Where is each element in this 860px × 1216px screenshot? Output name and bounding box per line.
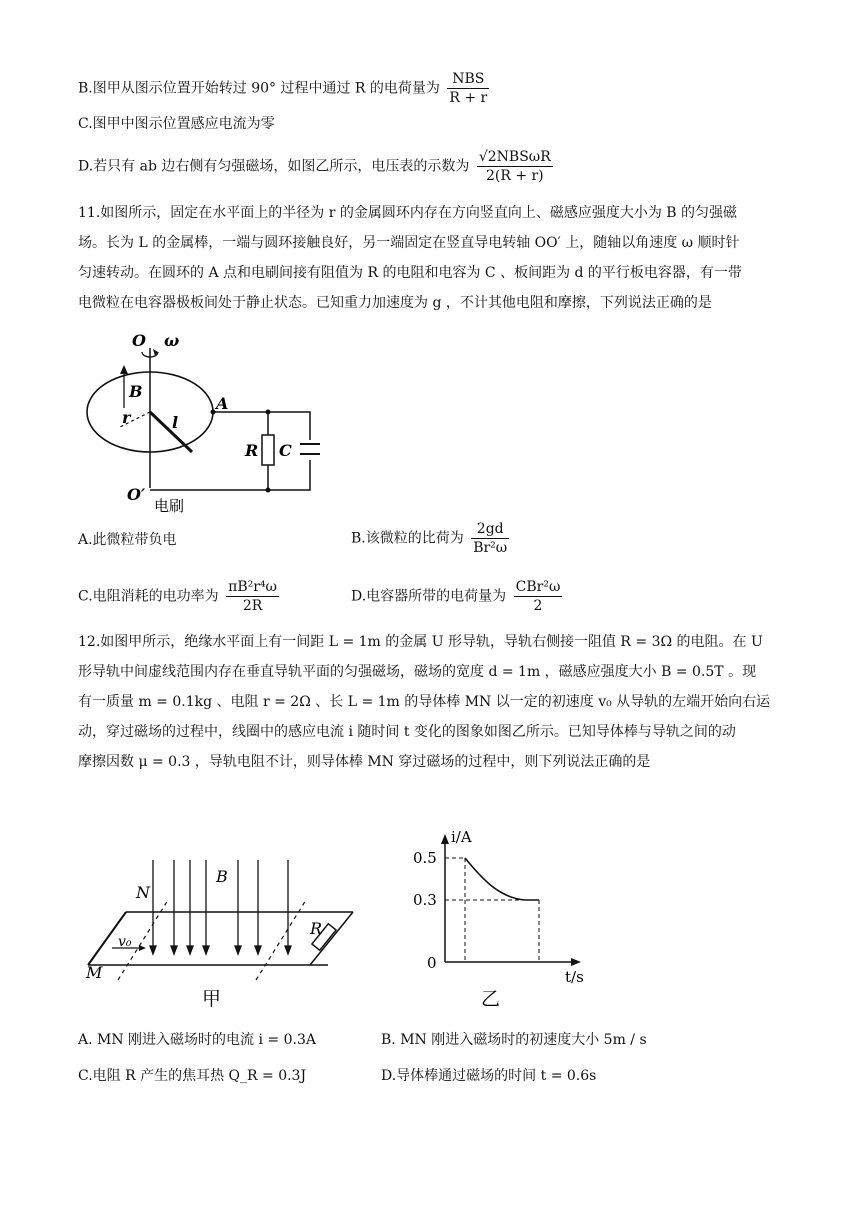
q12-line-2: 形导轨中间虚线范围内存在垂直导轨平面的匀强磁场，磁场的宽度 d = 1m ，磁感应强度大小 B = 0.5T 。现 <box>78 664 757 680</box>
q11-line-1: 11.如图所示，固定在水平面上的半径为 r 的金属圆环内存在方向竖直向上、磁感应强度大小为 B 的匀强磁 <box>78 205 738 221</box>
label-B: B <box>129 382 143 401</box>
q12-option-c: C.电阻 R 产生的焦耳热 Q_R = 0.3J <box>78 1068 307 1084</box>
label-O-prime: O′ <box>127 485 146 504</box>
q11-option-b-text: B.该微粒的比荷为 <box>351 530 464 547</box>
label-l: l <box>172 413 179 432</box>
fraction-numerator: πB²r⁴ω <box>228 579 277 595</box>
q11-option-b <box>351 520 512 557</box>
q11-option-d <box>351 578 565 615</box>
label-O: O <box>132 331 146 350</box>
label-v0: v₀ <box>118 934 132 950</box>
label-omega: ω <box>164 331 180 350</box>
label-N: N <box>136 883 150 902</box>
fraction-denominator: Br²ω <box>473 540 508 556</box>
caption-yi: 乙 <box>481 988 501 1010</box>
q12-line-4: 动，穿过磁场的过程中，线圈中的感应电流 i 随时间 t 变化的图象如图乙所示。已知导体棒与导轨之间的动 <box>78 724 736 740</box>
q11-line-4: 电微粒在电容器极板间处于静止状态。已知重力加速度为 g ，不计其他电阻和摩擦，下列说法正确的是 <box>78 295 712 311</box>
option-c-prev: C.图甲中图示位置感应电流为零 <box>78 116 275 132</box>
axis-xlabel: t/s <box>565 968 584 986</box>
q12-line-5: 摩擦因数 μ = 0.3 ，导轨电阻不计，则导体棒 MN 穿过磁场的过程中，则下列说法正确的是 <box>78 754 651 770</box>
option-d-prev <box>78 148 556 185</box>
label-r: r <box>122 408 131 427</box>
q11-option-c <box>78 578 282 615</box>
label-B: B <box>216 867 228 886</box>
label-brush: 电刷 <box>154 497 185 515</box>
q12-figure-yi <box>405 828 595 1013</box>
tick-origin: 0 <box>427 954 437 972</box>
fraction-denominator: 2(R + r) <box>485 168 544 184</box>
caption-jia: 甲 <box>202 988 222 1010</box>
q12-option-a: A. MN 刚进入磁场时的电流 i = 0.3A <box>78 1032 316 1048</box>
q12-line-3: 有一质量 m = 0.1kg 、电阻 r = 2Ω 、长 L = 1m 的导体棒 MN 以一定的初速度 v₀ 从导轨的左端开始向右运 <box>78 694 771 710</box>
q11-option-d-fraction <box>514 578 563 615</box>
fraction-numerator: 2gd <box>471 520 509 539</box>
label-R: R <box>310 919 323 938</box>
q11-option-c-text: C.电阻消耗的电功率为 <box>78 588 219 605</box>
option-d-prev-text: D.若只有 ab 边右侧有匀强磁场，如图乙所示，电压表的示数为 <box>78 158 470 175</box>
label-C: C <box>279 441 292 460</box>
q11-line-3: 匀速转动。在圆环的 A 点和电刷间接有阻值为 R 的电阻和电容为 C 、板间距为 d 的平行板电容器，有一带 <box>78 265 742 281</box>
q11-circuit-figure <box>80 330 340 520</box>
q11-line-2: 场。长为 L 的金属棒，一端与圆环接触良好，另一端固定在竖直导电转轴 OO′ 上，随轴以角速度 ω 顺时针 <box>78 235 740 251</box>
option-d-prev-fraction <box>477 148 553 185</box>
label-A: A <box>216 394 229 413</box>
q12-option-b: B. MN 刚进入磁场时的初速度大小 5m / s <box>381 1032 647 1048</box>
option-b-prev <box>78 70 492 107</box>
fraction-numerator: NBS <box>447 70 489 89</box>
fraction-denominator: 2R <box>242 598 263 614</box>
current-curve <box>465 858 539 900</box>
q12-line-1: 12.如图甲所示，绝缘水平面上有一间距 L = 1m 的金属 U 形导轨，导轨右侧接一阻值 R = 3Ω 的电阻。在 U <box>78 634 763 650</box>
q11-option-c-fraction <box>226 578 279 615</box>
axis-ylabel: i/A <box>451 828 472 846</box>
q12-option-d: D.导体棒通过磁场的时间 t = 0.6s <box>381 1068 597 1084</box>
fraction-denominator: R + r <box>449 90 488 106</box>
label-M: M <box>86 963 103 982</box>
fraction-numerator: CBr²ω <box>515 579 561 595</box>
tick-0-5: 0.5 <box>413 849 437 867</box>
tick-0-3: 0.3 <box>413 891 437 909</box>
q11-option-b-fraction <box>471 520 509 557</box>
q11-option-d-text: D.电容器所带的电荷量为 <box>351 588 507 605</box>
option-b-prev-text: B.图甲从图示位置开始转过 90° 过程中通过 R 的电荷量为 <box>78 80 440 97</box>
fraction-numerator: √2NBSωR <box>478 149 551 165</box>
option-b-prev-fraction <box>447 70 489 107</box>
label-R: R <box>245 441 259 460</box>
q11-option-a: A.此微粒带负电 <box>78 532 177 548</box>
q12-figure-jia <box>78 850 378 1015</box>
fraction-denominator: 2 <box>533 598 543 614</box>
